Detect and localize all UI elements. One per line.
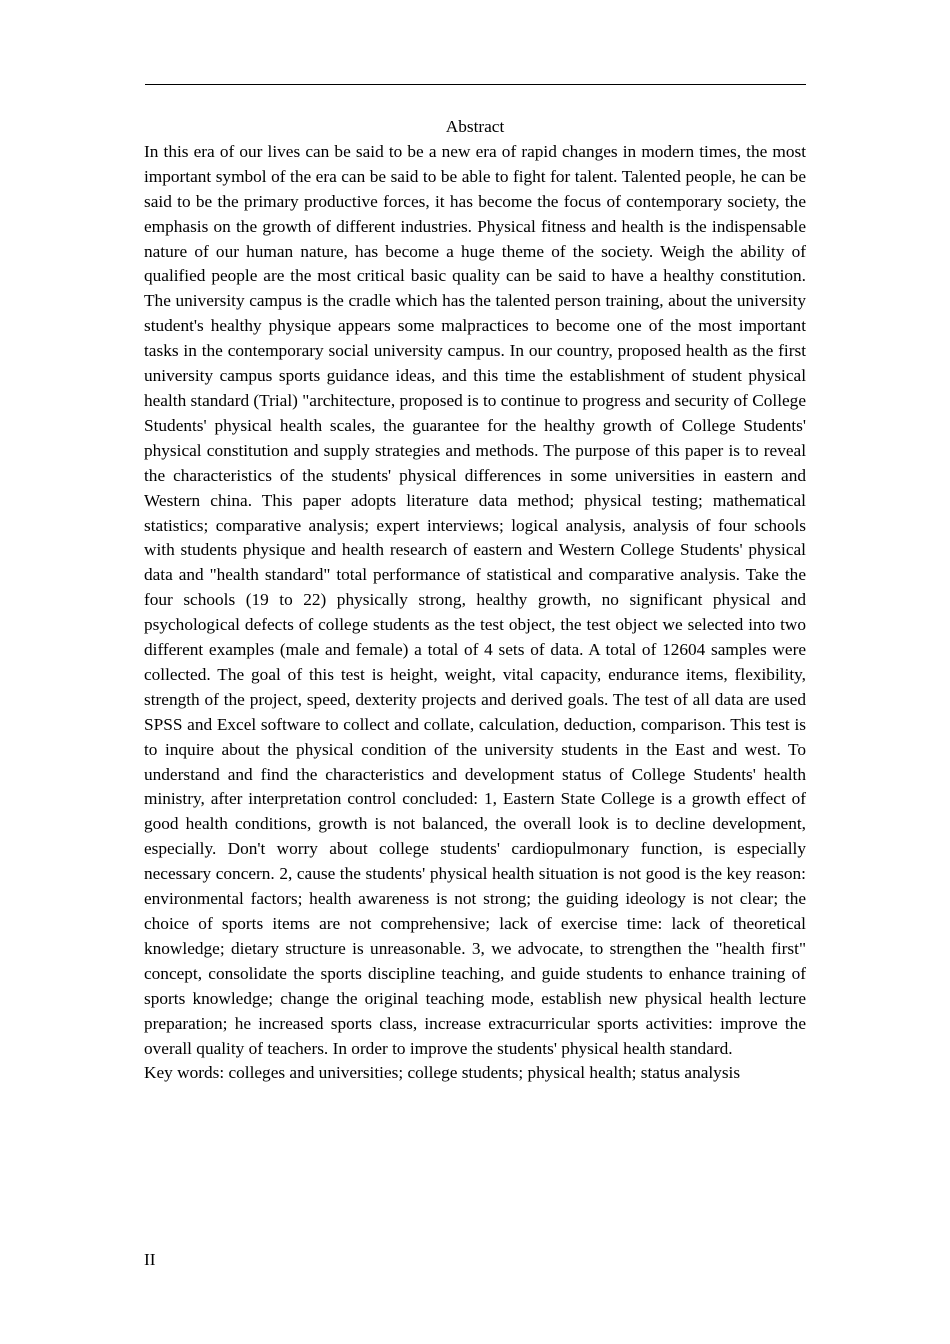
abstract-title: Abstract: [445, 117, 505, 136]
header-rule: [145, 84, 806, 85]
keywords: Key words: colleges and universities; college students; physical health; status analysis: [144, 1063, 741, 1083]
abstract-body: In this era of our lives can be said to be a new era of rapid changes in modern times, the most important symbol of the era can be said to be able to fight for talent. Talented people, he can be said to be the primary productive forces, it has become the focus of contemporary society, the emphasis on the growth of different industries. Physical fitness and health is the indispensable nature of our human nature, has become a huge theme of the society. Weigh the ability of qualified people are the most critical basic quality can be said to have a healthy constitution. The university campus is the cradle which has the talented person training, about the university student's healthy physique appears some malpractices to become one of the most important tasks in the contemporary social university campus. In our country, proposed health as the first university campus sports guidance ideas, and this time the establishment of student physical health standard (Trial) "architecture, proposed is to continue to progress and security of College Students' physical health scales, the guarantee for the healthy growth of College Students' physical constitution and supply strategies and methods. The purpose of this paper is to reveal the characteristics of the students' physical differences in some universities in eastern and Western china. This paper adopts literature data method; physical testing; mathematical statistics; comparative analysis; expert interviews; logical analysis, analysis of four schools with students physique and health research of eastern and Western College Students' physical data and "health standard" total performance of statistical and comparative analysis. Take the four schools (19 to 22) physically strong, healthy growth, no significant physical and psychological defects of college students as the test object, the test object we selected into two different examples (male and female) a total of 4 sets of data. A total of 12604 samples were collected. The goal of this test is height, weight, vital capacity, endurance items, flexibility, strength of the project, speed, dexterity projects and derived goals. The test of all data are used SPSS and Excel software to collect and collate, calculation, deduction, comparison. This test is to inquire about the physical condition of the university students in the East and west. To understand and find the characteristics and development status of College Students' health ministry, after interpretation control concluded: 1, Eastern State College is a growth effect of good health conditions, growth is not balanced, the overall look is to decline development, especially. Don't worry about college students' cardiopulmonary function, is especially necessary concern. 2, cause the students' physical health situation is not good is the key reason: environmental factors; health awareness is not strong; the guiding ideology is not clear; the choice of sports items are not comprehensive; lack of exercise time: lack of theoretical knowledge; dietary structure is unreasonable. 3, we advocate, to strengthen the "health first" concept, consolidate the sports discipline teaching, and guide students to enhance training of sports knowledge; change the original teaching mode, establish new physical health lecture preparation; he increased sports class, increase extracurricular sports activities: improve the overall quality of teachers. In order to improve the students' physical health standard.: [144, 141, 806, 1058]
abstract-section: [144, 115, 806, 1086]
page-number: II: [144, 1250, 156, 1269]
